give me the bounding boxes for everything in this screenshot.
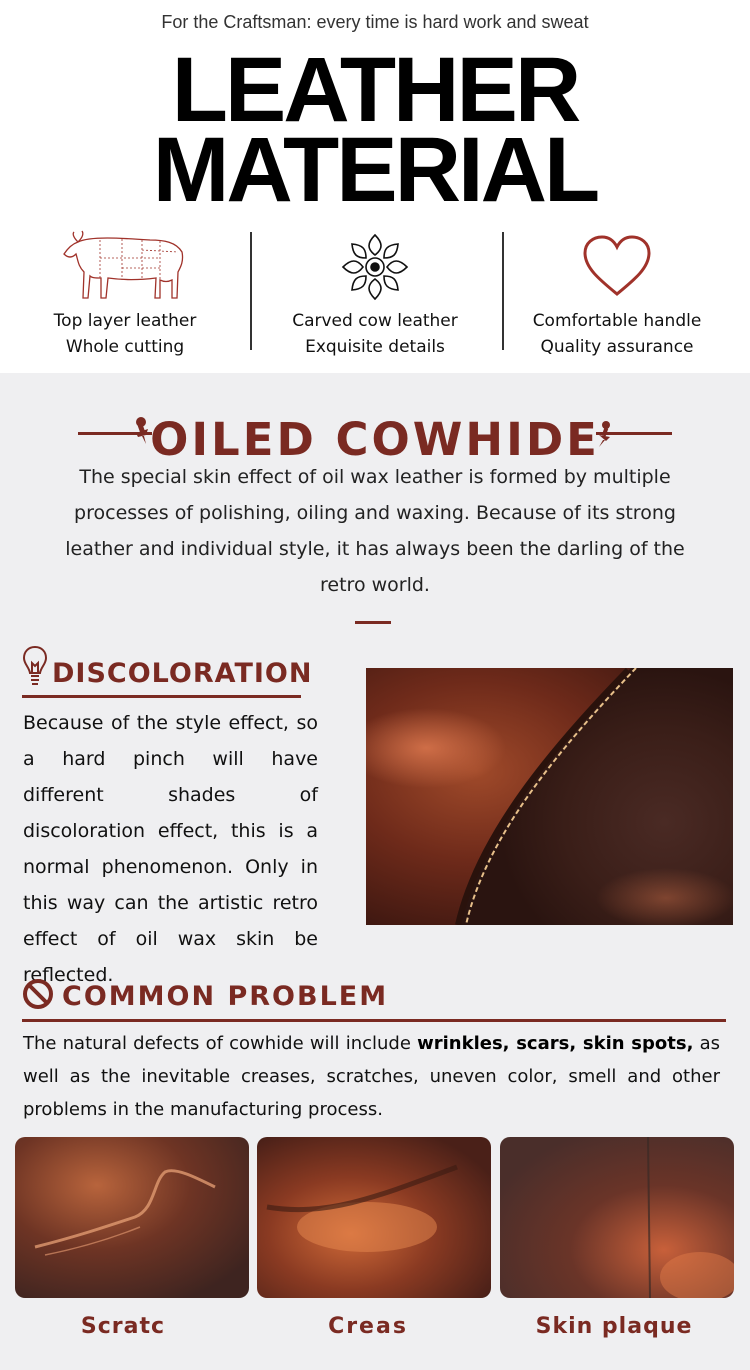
defects-list: wrinkles, scars, skin spots, [417, 1033, 694, 1054]
section-title: OILED COWHIDE [150, 413, 600, 466]
tagline: For the Craftsman: every time is hard work and sweat [161, 12, 589, 32]
discoloration-text: Because of the style effect, so a hard pinch will have different shades of discoloration effect, this is a normal phenomenon. Only in this way can the artistic retro effect of oil wax skin be reflected. [23, 712, 318, 986]
feature-top-layer [0, 228, 250, 358]
text-segment: as well as the inevitable creases, scratches, uneven color, smell and other problems in the manufacturing process. [23, 1033, 720, 1120]
feature-line-2: Whole cutting [65, 337, 185, 357]
feature-line-2: Exquisite details [305, 337, 445, 357]
intro-text: The special skin effect of oil wax leather is formed by multiple processes of polishing, oiling and waxing. Because of its strong leather and individual style, it has always been the darling of the retro world. [65, 466, 685, 596]
sample-label: Creas [328, 1314, 408, 1339]
discoloration-title: DISCOLORATION [52, 658, 313, 689]
heading-underline [22, 695, 301, 698]
carved-pattern-icon [339, 231, 411, 303]
feature-line-1: Top layer leather [53, 311, 197, 331]
scratch-sample-image [15, 1137, 249, 1298]
feature-line-2: Quality assurance [540, 337, 694, 357]
header-section [0, 0, 750, 373]
oiled-header [0, 391, 750, 466]
sample-label: Skin plaque [535, 1314, 693, 1339]
common-problem-title: COMMON PROBLEM [62, 981, 389, 1012]
sample-label: Scratc [80, 1314, 166, 1339]
leather-closeup-image [366, 668, 733, 925]
heading-underline [22, 1019, 726, 1022]
title-line-1: LEATHER [171, 39, 579, 141]
skin-plaque-sample-image [500, 1137, 734, 1298]
divider [355, 621, 391, 624]
cow-icon [60, 228, 190, 306]
lightbulb-icon [22, 645, 48, 689]
heart-icon [580, 234, 654, 300]
feature-line-1: Carved cow leather [292, 311, 458, 331]
content-section [0, 373, 750, 1370]
feature-carved [250, 228, 500, 358]
common-problem-text [23, 1027, 720, 1126]
no-symbol-icon [22, 978, 54, 1010]
feature-handle [492, 228, 742, 358]
feature-line-1: Comfortable handle [532, 311, 702, 331]
text-segment: The natural defects of cowhide will include [23, 1033, 418, 1054]
crease-sample-image [257, 1137, 491, 1298]
title-line-2: MATERIAL [152, 119, 598, 221]
